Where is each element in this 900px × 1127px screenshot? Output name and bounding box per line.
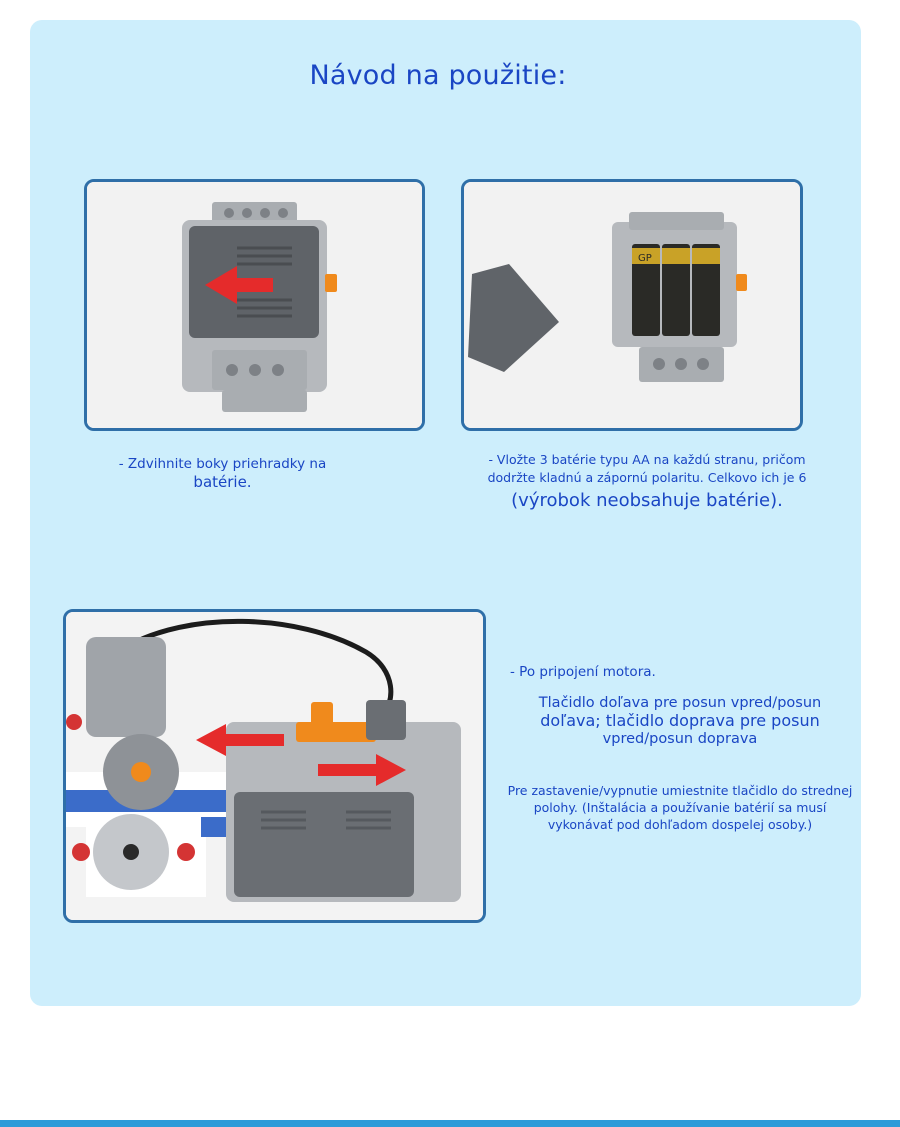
page-title: Návod na použitie: <box>309 60 567 91</box>
battery-insertion-photo <box>461 179 803 431</box>
motor-connection-illustration <box>66 612 483 920</box>
step-3-line-5: Pre zastavenie/vypnutie umiestnite tlačidlo do strednej <box>507 783 853 798</box>
step-1-line-2: batérie. <box>193 473 252 491</box>
step-1-line-1: - Zdvihnite boky priehradky na <box>118 456 327 472</box>
motor-connection-photo <box>63 609 486 923</box>
step-3-line-1: - Po pripojení motora. <box>510 664 656 680</box>
step-3-line-2: Tlačidlo doľava pre posun vpred/posun <box>538 695 822 711</box>
battery-insertion-illustration <box>464 182 800 428</box>
step-2-caption <box>464 451 830 515</box>
battery-brand-label: GP <box>638 253 652 264</box>
step-1-caption <box>95 455 350 491</box>
step-3-line-4: vpred/posun doprava <box>602 731 758 747</box>
step-3-button-instructions <box>500 694 860 748</box>
step-2-line-3: (výrobok neobsahuje batérie). <box>511 490 783 511</box>
step-3-line-6: polohy. (Inštalácia a používanie batérií sa musí <box>533 800 827 815</box>
battery-box-lid-illustration <box>87 182 422 428</box>
battery-box-lid-photo <box>84 179 425 431</box>
step-2-line-1: - Vložte 3 batérie typu AA na každú stranu, pričom <box>488 452 806 467</box>
step-3-line-7: vykonávať pod dohľadom dospelej osoby.) <box>547 817 813 832</box>
step-3-stop-instructions <box>500 782 860 833</box>
bottom-divider <box>0 1120 900 1127</box>
step-3-caption <box>500 662 860 833</box>
step-3-line-3: doľava; tlačidlo doprava pre posun <box>540 711 820 730</box>
step-2-line-2: dodržte kladnú a zápornú polaritu. Celkovo ich je 6 <box>487 470 807 485</box>
